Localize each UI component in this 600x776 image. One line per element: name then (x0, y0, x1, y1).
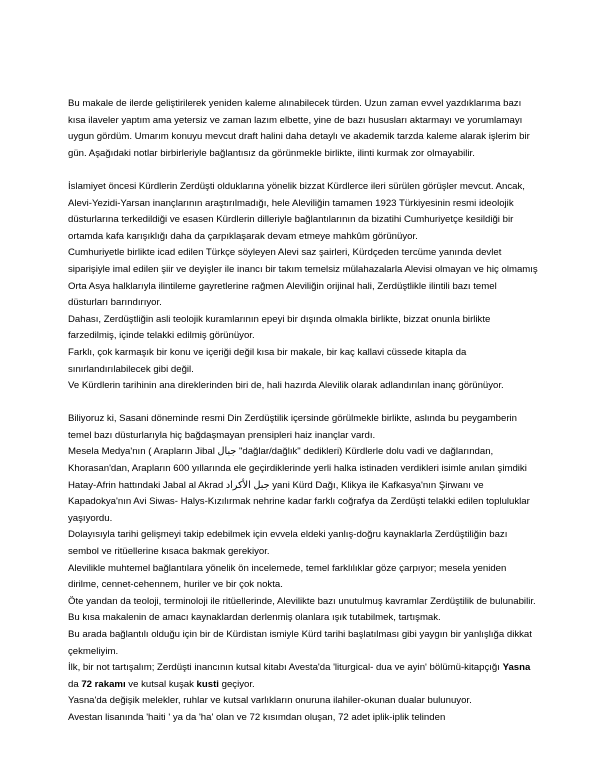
text-span: geçiyor. (218, 678, 255, 690)
intro-paragraph: Bu makale de ilerde geliştirilerek yeniden kaleme alınabilecek türden. Uzun zaman evvel yazdıklarıma bazı kısa ilaveler yaptım ama yetersiz ve zaman lazım elbette, yine de bazı hususları aktarmayı ve yorumlamayı uygun gördüm. Umarım konuyu mevcut draft halini daha detaylı ve akademik tarzda kaleme alarak işlerim bir gün. Aşağıdaki notlar birbirleriyle bağlantısız da görünmekle birlikte, ilinti kurmak zor olmayabilir. (68, 98, 530, 159)
section2-paragraph-3: Dolayısıyla tarihi gelişmeyi takip edebilmek için evvela eldeki yanlış-doğru kaynaklarla Zerdüştiliğin bazı sembol ve ritüellerine kısaca bakmak gerekiyor. (68, 529, 508, 558)
section2-paragraph-7: Bu arada bağlantılı olduğu için bir de Kürdistan ismiyle Kürd tarihi başlatılması gibi yaygın bir yanlışlığa dikkat çekmeliyim. (68, 629, 532, 657)
bold-term-kusti: kusti (196, 678, 219, 690)
section1-paragraph-5: Ve Kürdlerin tarihinin ana direklerinden biri de, hali hazırda Alevilik olarak adlandırılan inanç görünüyor. (68, 380, 504, 392)
paragraph-gap (68, 395, 538, 412)
paragraph-gap (68, 162, 538, 179)
bold-term-yasna: Yasna (502, 662, 531, 674)
text-span: da (68, 678, 82, 690)
section2-paragraph-6: Bu kısa makalenin de amacı kaynaklardan derlenmiş olanlara ışık tutabilmek, tartışmak. (68, 612, 441, 624)
section1-paragraph-4: Farklı, çok karmaşık bir konu ve içeriği değil kısa bir makale, bir kaç kallavi cüssede kitapla da sınırlandırılabilecek gibi değil. (68, 346, 467, 375)
section2-paragraph-5: Öte yandan da teoloji, terminoloji ile ritüellerinde, Alevilikte bazı unutulmuş kavramlar Zerdüştilik de bulunabilir. (68, 595, 536, 607)
document-body (68, 96, 538, 727)
section2-paragraph-4: Alevilikle muhtemel bağlantılara yönelik ön incelemede, temel farklılıklar göze çarpıyor; mesela yeniden dirilme, cennet-cehennem, huriler ve bir çok nokta. (68, 562, 507, 591)
section2-paragraph-2: Mesela Medya'nın ( Arapların Jibal جبال "dağlar/dağlık" dedikleri) Kürdlerle dolu vadi ve dağlarından, Khorasan'dan, Arapların 600 yıllarında ele geçirdiklerinde yerli halka istinaden verdikleri isimle anılan şimdiki Hatay-Afrin hattındaki Jabal al Akrad جبل الأكراد yani Kürd Dağı, Klikya ile Kafkasya'nın Şirwanı ve Kapadokya'nın Avi Siwas- Halys-Kızılırmak nehrine kadar farklı coğrafya da Zerdüşti telakki edilen topluluklar yaşıyordu. (68, 446, 530, 524)
section2-paragraph-10: Avestan lisanında 'haiti ' ya da 'ha' olan ve 72 kısımdan oluşan, 72 adet iplik-iplik telinden (68, 711, 446, 723)
text-span: İlk, bir not tartışalım; Zerdüşti inancının kutsal kitabı Avesta'da 'liturgical- dua ve ayin' bölümü-kitapçığı (68, 662, 503, 674)
section1-paragraph-2: Cumhuriyetle birlikte icad edilen Türkçe söyleyen Alevi saz şairleri, Kürdçeden tercüme yanında devlet siparişiyle imal edilen şiir ve deyişler ile inancı bir takım temelsiz mülahazalarla Alevisi olmayan ve hiç olmamış Orta Asya halklarıyla ilintileme gayretlerine rağmen Aleviliğin orijinal hali, Zerdüştlikle ilintili bazı temel düsturları barındırıyor. (68, 247, 538, 309)
section2-paragraph-9: Yasna'da değişik melekler, ruhlar ve kutsal varlıkların onuruna ilahiler-okunan dualar bulunuyor. (68, 695, 472, 707)
text-span: ve kutsal kuşak (125, 678, 197, 690)
section2-paragraph-8 (68, 660, 538, 693)
bold-term-72: 72 rakamı (81, 678, 126, 690)
section1-paragraph-3: Dahası, Zerdüştliğin asli teolojik kuramlarının epeyi bir dışında olmakla birlikte, bizzat onunla birlikte farzedilmiş, içinde telakki edilmiş görünüyor. (68, 313, 491, 342)
section2-paragraph-1: Biliyoruz ki, Sasani döneminde resmi Din Zerdüştilik içersinde görülmekle birlikte, aslında bu peygamberin temel bazı düsturlarıyla hiç bağdaşmayan prensipleri haiz inançlar vardı. (68, 413, 517, 441)
section1-paragraph-1: İslamiyet öncesi Kürdlerin Zerdüşti olduklarına yönelik bizzat Kürdlerce ileri sürülen görüşler mevcut. Ancak, Alevi-Yezidi-Yarsan inançlarının araştırılmadığı, hele Aleviliğin tamamen 1923 Türkiyesinin resmi ideolojik düsturlarına terkedildiği ve esasen Kürdlerin dilleriyle bağlantılarının da bizatihi Cumhuriyetçe kesildiği bir ortamda kafa karışıklığı daha da çarpıklaşarak devam etmeye mahkûm görünüyor. (68, 180, 525, 242)
